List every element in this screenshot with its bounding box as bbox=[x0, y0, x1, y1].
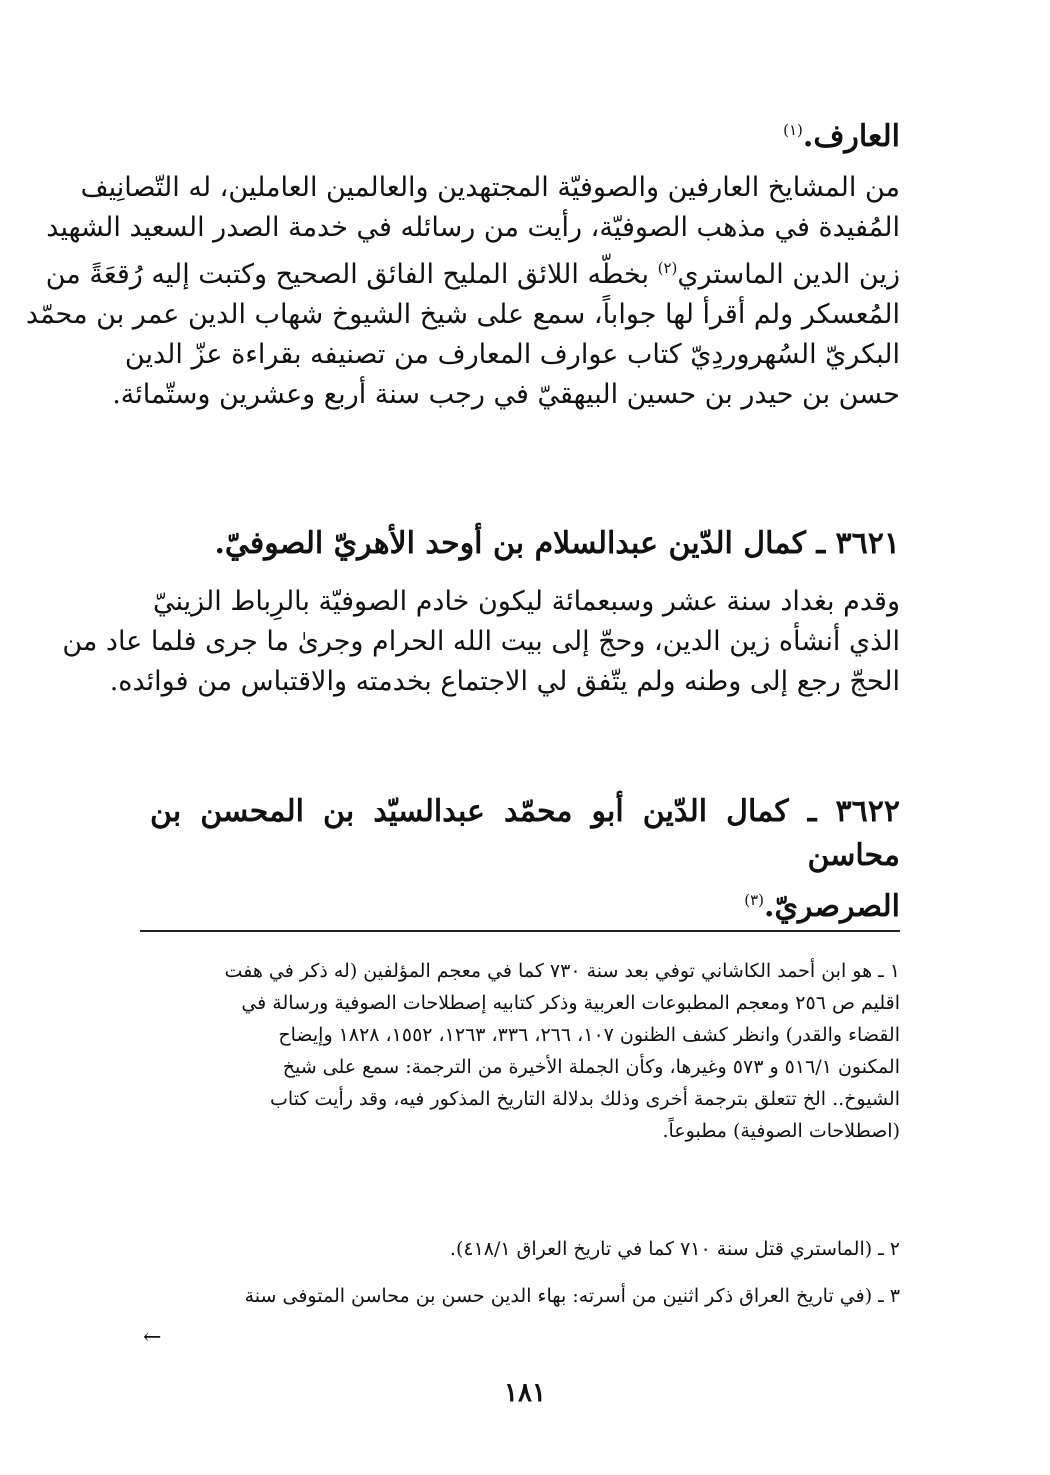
intro-line: البكريّ السُهروردِيّ كتاب عوارف المعارف من تصنيفه بقراءة عزّ الدين bbox=[124, 339, 900, 370]
entry-heading-3622 bbox=[150, 790, 900, 929]
entry-line: الذي أنشأه زين الدين، وحجّ إلى بيت الله الحرام وجرىٰ ما جرى فلما عاد من bbox=[62, 626, 900, 657]
footnote-separator bbox=[140, 930, 900, 932]
entry-heading-line bbox=[150, 878, 900, 929]
entry-heading-text: الصرصريّ. bbox=[764, 889, 900, 924]
entry-heading-line: ٣٦٢٢ ـ كمال الدّين أبو محمّد عبدالسيّد بن المحسن بن محاسن bbox=[150, 794, 900, 873]
entry-heading-3621: ٣٦٢١ ـ كمال الدّين عبدالسلام بن أوحد الأهريّ الصوفيّ. bbox=[214, 526, 900, 561]
page-number: ١٨١ bbox=[504, 1378, 546, 1408]
footnote-ref-1: (١) bbox=[783, 121, 803, 139]
entry-line: وقدم بغداد سنة عشر وسبعمائة ليكون خادم الصوفيّة بالرِباط الزينيّ bbox=[152, 586, 900, 617]
footnote-line: المكنون ٥١٦/١ و ٥٧٣ وغيرها، وكأن الجملة الأخيرة من الترجمة: سمع على شيخ bbox=[282, 1056, 900, 1078]
intro-line-part: بخطّه اللائق المليح الفائق الصحيح وكتبت إليه رُقعَةً من bbox=[45, 259, 650, 290]
entry-3621-body bbox=[62, 582, 900, 702]
footnote-1 bbox=[140, 955, 900, 1147]
intro-line: من المشايخ العارفين والصوفيّة المجتهدين والعالمين العاملين، له التّصانِيف bbox=[80, 172, 900, 203]
footnote-ref-2: (٢) bbox=[657, 259, 678, 277]
footnote-3: ٣ ـ (في تاريخ العراق ذكر اثنين من أسرته: بهاء الدين حسن بن محاسن المتوفى سنة bbox=[244, 1285, 900, 1307]
footnote-line: الشيوخ.. الخ تتعلق بترجمة أخرى وذلك بدلالة التاريخ المذكور فيه، وقد رأيت كتاب bbox=[270, 1088, 900, 1110]
intro-line bbox=[45, 248, 900, 295]
intro-line: المُفيدة في مذهب الصوفيّة، رأيت من رسائله في خدمة الصدر السعيد الشهيد bbox=[46, 212, 900, 243]
entry-line: الحجّ رجع إلى وطنه ولم يتّفق لي الاجتماع بخدمته والاقتباس من فوائده. bbox=[109, 666, 900, 697]
intro-paragraph bbox=[25, 168, 900, 415]
footnote-ref-3: (٣) bbox=[744, 891, 764, 909]
footnote-line: (اصطلاحات الصوفية) مطبوعاً. bbox=[662, 1120, 900, 1142]
footnote-line: القضاء والقدر) وانظر كشف الظنون ١٠٧، ٢٦٦، ٣٣٦، ١٢٦٣، ١٥٥٢، ١٨٢٨ وإيضاح bbox=[278, 1024, 900, 1046]
footnote-line: اقليم ص ٢٥٦ ومعجم المطبوعات العربية وذكر كتابيه إصطلاحات الصوفية ورسالة في bbox=[241, 992, 900, 1014]
footnote-2: ٢ ـ (الماستري قتل سنة ٧١٠ كما في تاريخ العراق ٤١٨/١). bbox=[449, 1238, 900, 1260]
footnote-line: ١ ـ هو ابن أحمد الكاشاني توفي بعد سنة ٧٣٠ كما في معجم المؤلفين (له ذكر في هفت bbox=[224, 960, 900, 982]
intro-line-part: زين الدين الماستري bbox=[677, 259, 900, 290]
continuation-arrow-icon: ← bbox=[143, 1325, 162, 1350]
intro-line: حسن بن حيدر بن حسين البيهقيّ في رجب سنة أربع وعشرين وستّمائة. bbox=[112, 379, 900, 410]
entry-title-continuation bbox=[150, 108, 900, 159]
intro-line: المُعسكر ولم أقرأ لها جواباً، سمع على شيخ الشيوخ شهاب الدين عمر بن محمّد bbox=[25, 299, 900, 330]
entry-title-text: العارف. bbox=[802, 119, 900, 154]
